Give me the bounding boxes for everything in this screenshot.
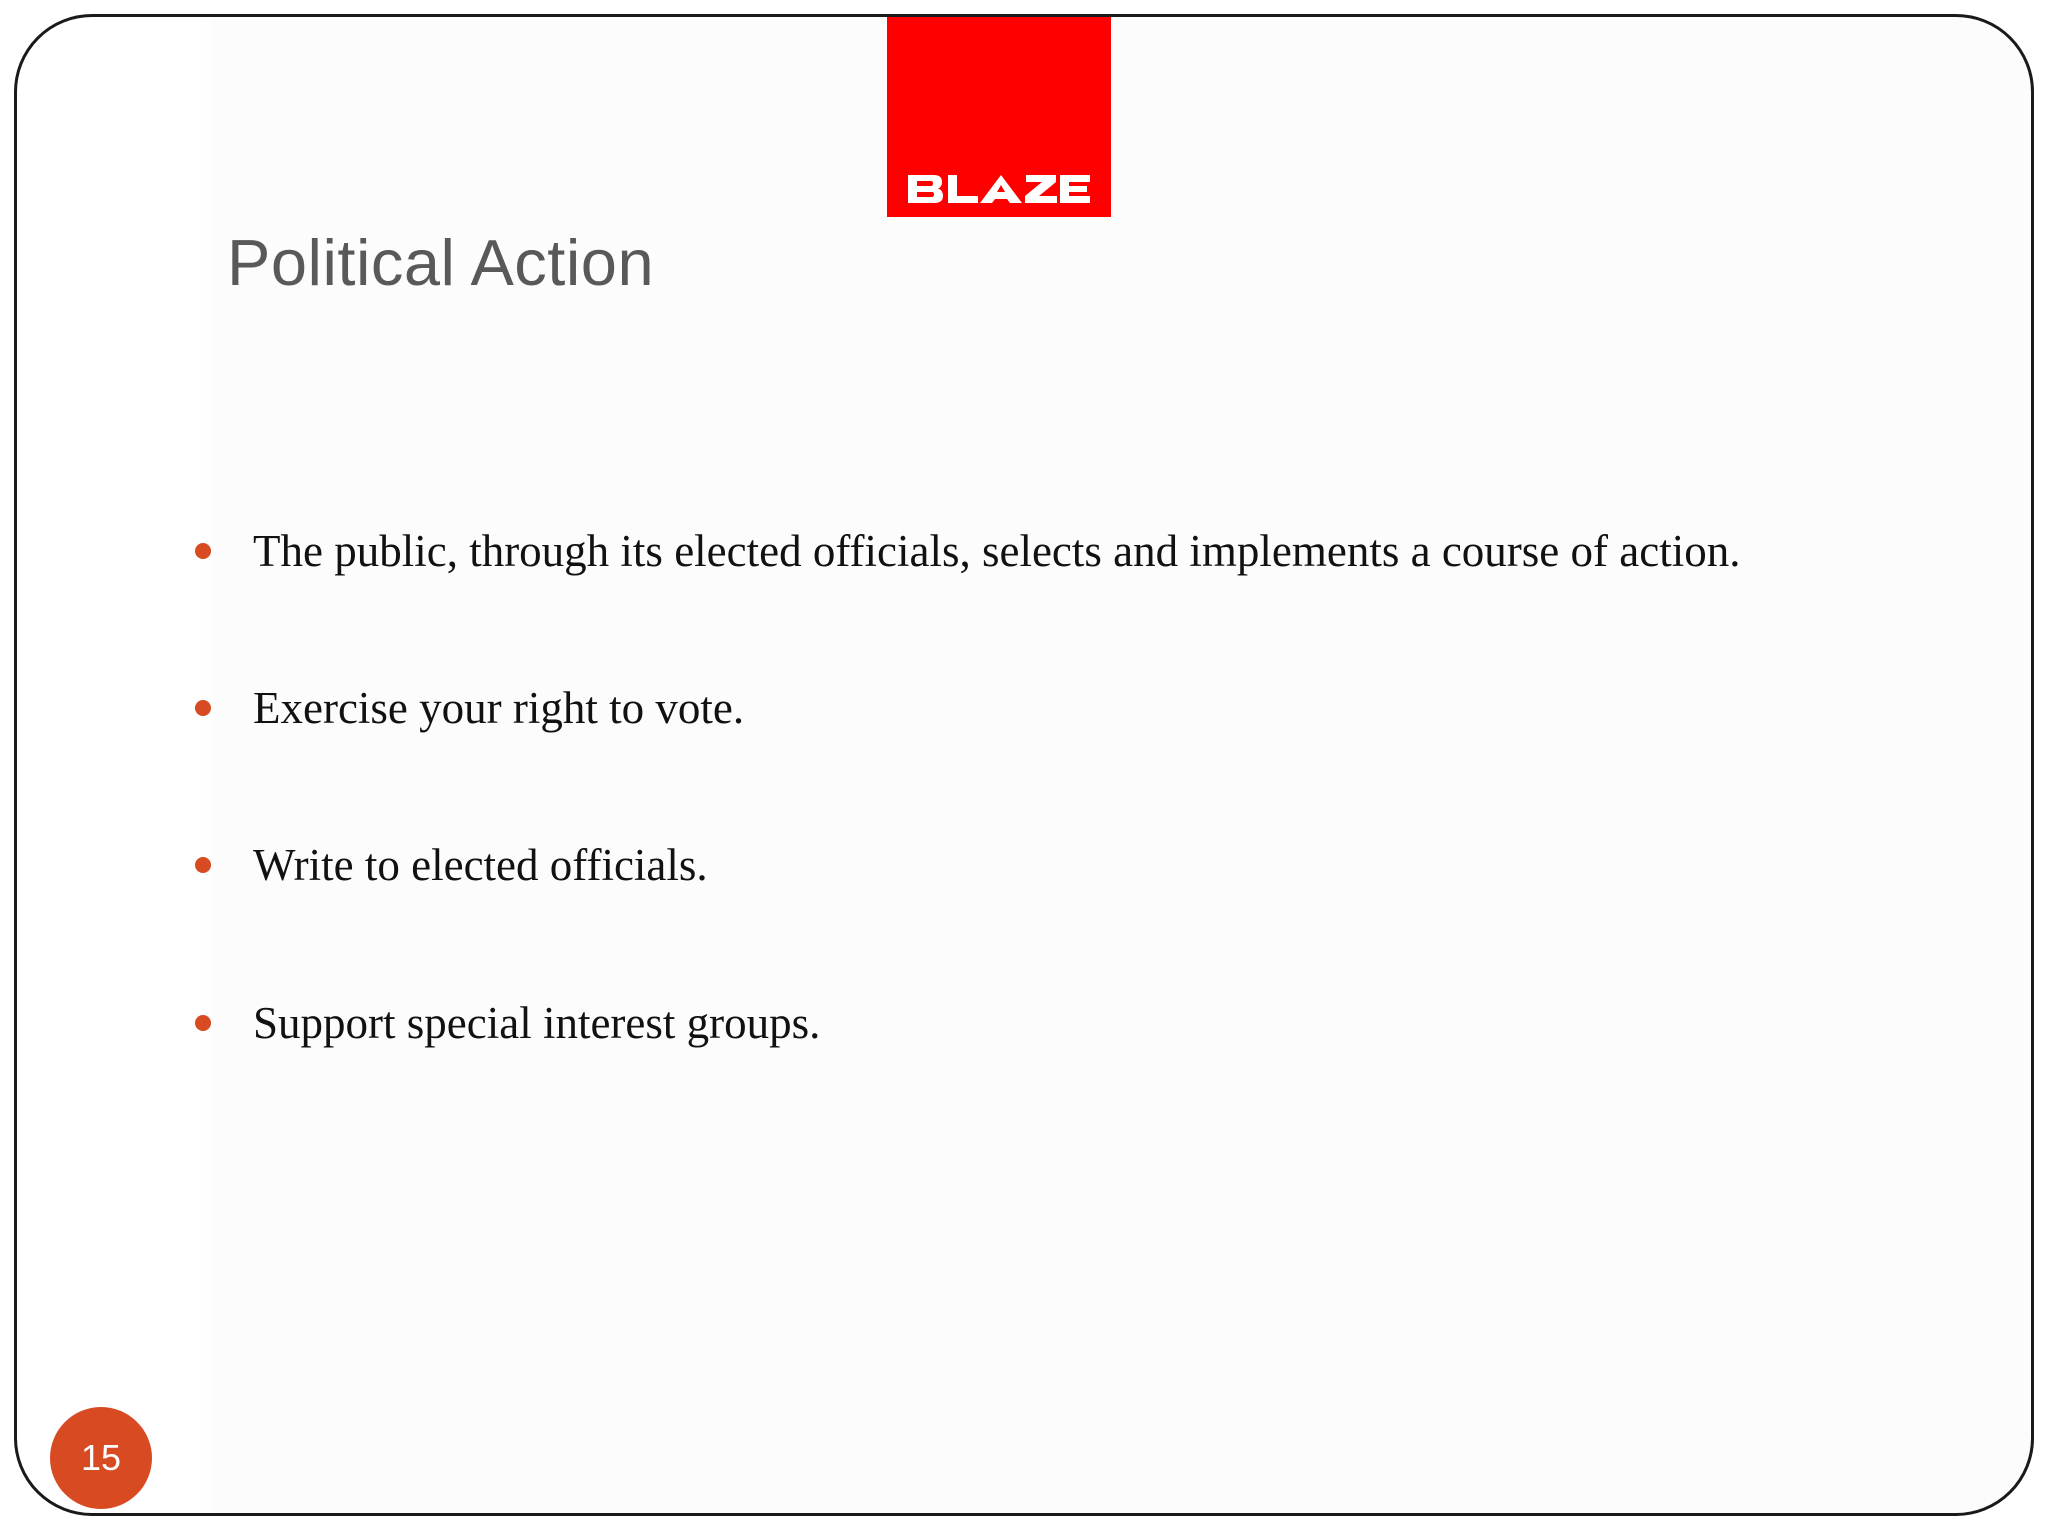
bullet-dot-icon bbox=[195, 857, 211, 873]
list-item bbox=[17, 519, 2031, 589]
list-item bbox=[17, 676, 2031, 746]
slide-title: Political Action bbox=[227, 226, 655, 299]
bullet-text: Exercise your right to vote. bbox=[253, 683, 745, 733]
bullet-dot-icon bbox=[195, 543, 211, 559]
blaze-logo bbox=[887, 17, 1111, 217]
page-number-badge bbox=[50, 1407, 152, 1509]
list-item bbox=[17, 991, 2031, 1061]
list-item bbox=[17, 833, 2031, 903]
bullet-dot-icon bbox=[195, 700, 211, 716]
blaze-logo-mark bbox=[904, 169, 1094, 209]
slide bbox=[14, 14, 2034, 1516]
page-number: 15 bbox=[80, 1437, 122, 1478]
bullet-dot-icon bbox=[195, 1015, 211, 1031]
bullet-text: Support special interest groups. bbox=[253, 998, 821, 1048]
bullet-text: Write to elected officials. bbox=[253, 840, 708, 890]
bullet-text: The public, through its elected officials, selects and implements a course of action. bbox=[253, 526, 1741, 576]
